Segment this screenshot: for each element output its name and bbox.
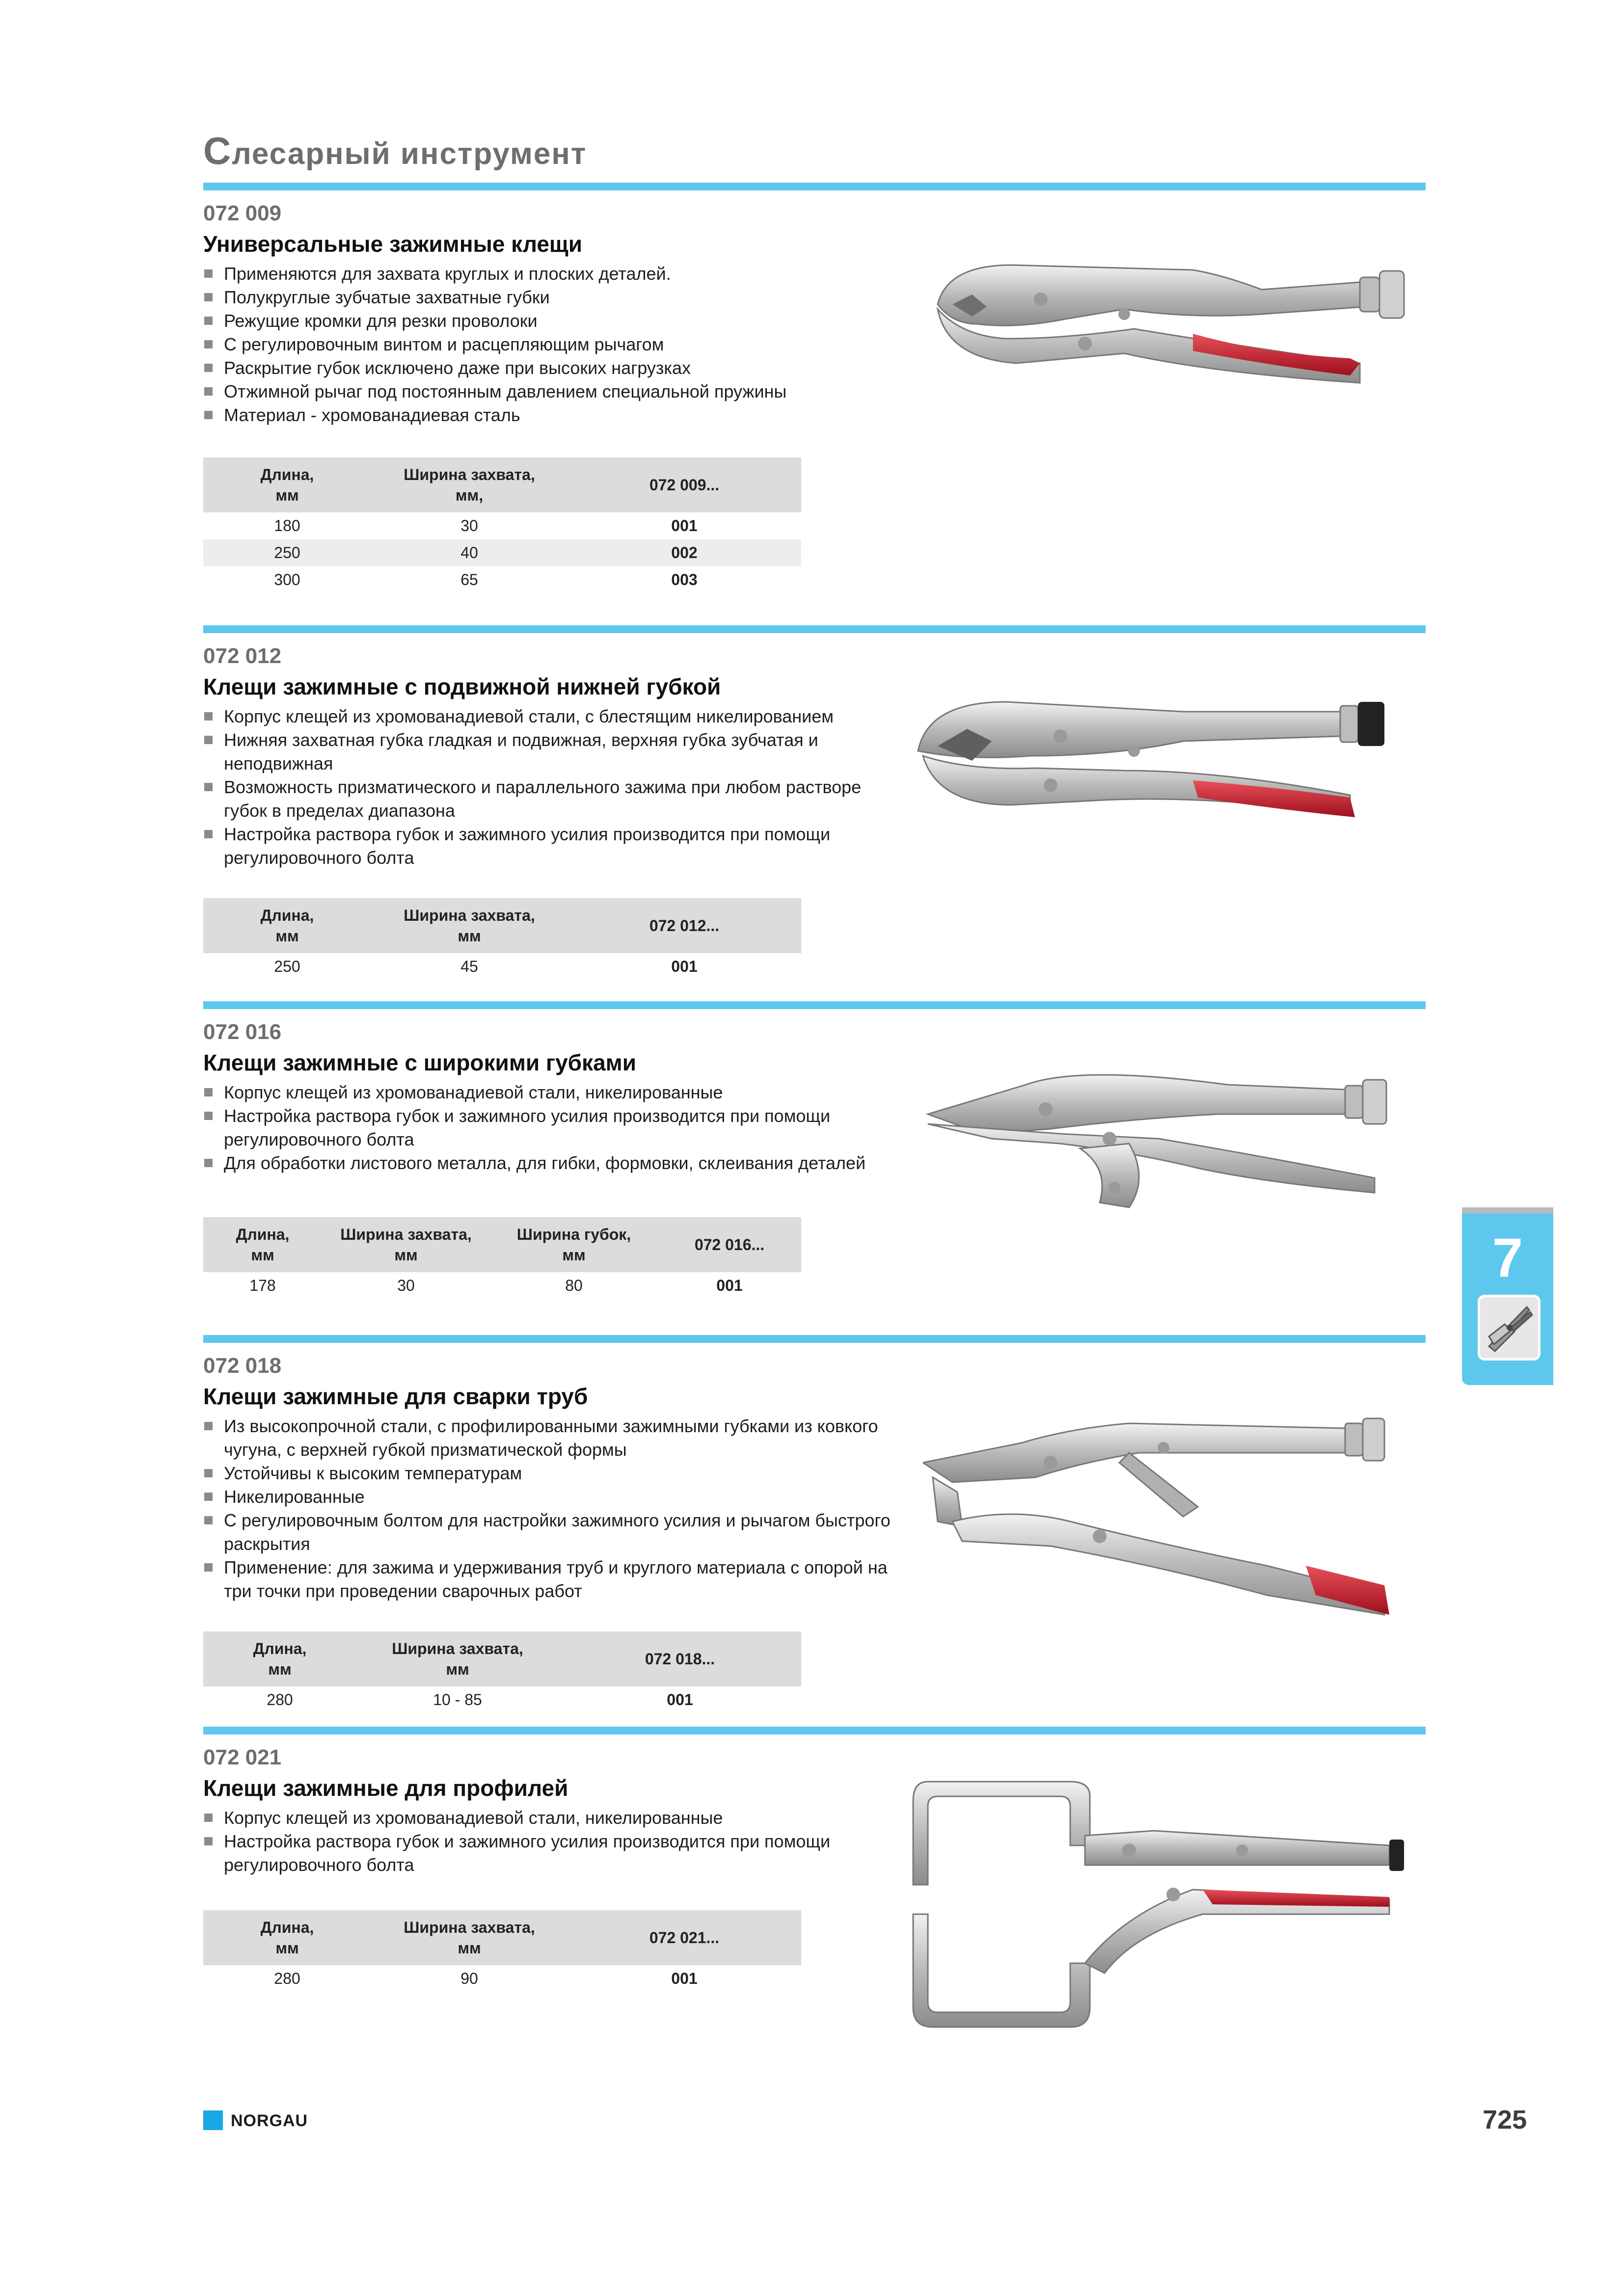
cell-grip-width: 45 (460, 958, 478, 975)
product-code: 072 016 (203, 1020, 282, 1044)
spec-table (203, 457, 801, 593)
cell-grip-width: 30 (460, 517, 478, 534)
product-code: 072 009 (203, 201, 282, 225)
feature-text: Устойчивы к высоким температурам (224, 1463, 522, 1483)
spec-row (203, 566, 801, 593)
product-name: Клещи зажимные с широкими губками (203, 1050, 636, 1075)
bullet-square-icon (204, 317, 213, 325)
spec-table (203, 898, 801, 980)
cell-length: 300 (274, 571, 300, 588)
header-article: 072 016... (658, 1217, 801, 1272)
feature-text: С регулировочным винтом и расцепляющим рычагом (224, 334, 664, 354)
section-divider (203, 183, 1426, 190)
header-article: 072 021... (568, 1910, 801, 1965)
cell-jaw-width: 80 (565, 1277, 583, 1294)
cell-article: 001 (671, 517, 698, 534)
feature-item (203, 1556, 900, 1603)
feature-item (203, 1509, 900, 1556)
cell-article: 001 (671, 1970, 698, 1987)
feature-item (203, 1151, 900, 1175)
feature-text: Возможность призматического и параллельного зажима при любом растворе губок в пределах диапазона (224, 777, 862, 821)
header-grip-width: Ширина захвата, мм, (371, 457, 568, 512)
bullet-square-icon (204, 783, 213, 791)
cell-article: 001 (716, 1277, 743, 1294)
header-grip-width: Ширина захвата, мм (371, 898, 568, 953)
feature-text: Нижняя захватная губка гладкая и подвижная, верхняя губка зубчатая и неподвижная (224, 730, 818, 774)
cell-article: 002 (568, 539, 801, 566)
cell-grip-width: 40 (371, 539, 568, 566)
header-grip-width: Ширина захвата, мм (322, 1217, 490, 1272)
header-length: Длина, мм (203, 898, 371, 953)
spec-header-row (203, 1631, 801, 1686)
feature-item (203, 403, 900, 427)
product-name: Универсальные зажимные клещи (203, 231, 583, 257)
feature-item (203, 356, 900, 380)
header-grip-width: Ширина захвата, мм (356, 1631, 559, 1686)
pipe-welding-locking-pliers-image (923, 1409, 1424, 1634)
spec-header-row (203, 1910, 801, 1965)
section-divider (203, 1727, 1426, 1735)
bullet-square-icon (204, 411, 213, 419)
cell-article: 001 (671, 958, 698, 975)
bullet-square-icon (204, 830, 213, 838)
page-number: 725 (1483, 2105, 1527, 2135)
bullet-square-icon (204, 1814, 213, 1822)
feature-text: Настройка раствора губок и зажимного усилия производится при помощи регулировочного болта (224, 1106, 831, 1149)
product-name: Клещи зажимные для профилей (203, 1775, 568, 1801)
header-article: 072 018... (559, 1631, 801, 1686)
header-jaw-width: Ширина губок, мм (490, 1217, 658, 1272)
spec-table (203, 1631, 801, 1713)
product-code: 072 018 (203, 1354, 282, 1378)
header-article: 072 012... (568, 898, 801, 953)
section-divider (203, 625, 1426, 633)
feature-item (203, 705, 900, 728)
spec-table (203, 1217, 801, 1299)
bullet-square-icon (204, 1422, 213, 1430)
feature-text: Полукруглые зубчатые захватные губки (224, 287, 550, 307)
spec-table (203, 1910, 801, 1992)
header-length: Длина, мм (203, 1217, 322, 1272)
cell-length: 178 (249, 1277, 276, 1294)
movable-jaw-locking-pliers-image (908, 682, 1419, 829)
feature-text: Для обработки листового металла, для гибки, формовки, склеивания деталей (224, 1153, 866, 1173)
feature-text: Из высокопрочной стали, с профилированными зажимными губками из ковкого чугуна, с верхней губкой призматической формы (224, 1416, 878, 1460)
bullet-square-icon (204, 387, 213, 396)
header-length: Длина, мм (203, 1910, 371, 1965)
header-grip-width: Ширина захвата, мм (371, 1910, 568, 1965)
bullet-square-icon (204, 1493, 213, 1501)
spec-header-row (203, 457, 801, 512)
spec-header-row (203, 898, 801, 953)
feature-list (203, 262, 900, 427)
spec-row (203, 953, 801, 980)
cell-grip-width: 65 (460, 571, 478, 588)
section-divider (203, 1335, 1426, 1343)
feature-item (203, 286, 900, 309)
feature-text: С регулировочным болтом для настройки зажимного усилия и рычагом быстрого раскрытия (224, 1510, 891, 1554)
bullet-square-icon (204, 340, 213, 348)
bullet-square-icon (204, 1159, 213, 1167)
feature-text: Применение: для зажима и удерживания труб и круглого материала с опорой на три точки при проведении сварочных работ (224, 1557, 888, 1601)
cell-grip-width: 30 (397, 1277, 415, 1294)
spec-row (203, 1965, 801, 1992)
product-code: 072 021 (203, 1745, 282, 1769)
feature-item (203, 823, 900, 870)
bullet-square-icon (204, 1112, 213, 1120)
feature-item (203, 1806, 900, 1830)
cell-length: 250 (203, 539, 371, 566)
feature-list (203, 1415, 900, 1603)
feature-text: Настройка раствора губок и зажимного усилия производится при помощи регулировочного болта (224, 1831, 831, 1875)
feature-text: Применяются для захвата круглых и плоских деталей. (224, 264, 671, 284)
feature-item (203, 728, 900, 775)
feature-text: Никелированные (224, 1487, 365, 1507)
product-name: Клещи зажимные с подвижной нижней губкой (203, 674, 721, 699)
header-length: Длина, мм (203, 1631, 356, 1686)
feature-item (203, 262, 900, 286)
bullet-square-icon (204, 269, 213, 278)
feature-text: Раскрытие губок исключено даже при высоких нагрузках (224, 358, 691, 378)
feature-item (203, 1462, 900, 1485)
page-title (203, 129, 587, 173)
product-name: Клещи зажимные для сварки труб (203, 1384, 588, 1409)
brand-square-icon (203, 2110, 223, 2130)
feature-text: Отжимной рычаг под постоянным давлением специальной пружины (224, 381, 787, 401)
spec-header-row (203, 1217, 801, 1272)
spec-row (203, 539, 801, 566)
feature-text: Корпус клещей из хромованадиевой стали, никелированные (224, 1808, 723, 1828)
bullet-square-icon (204, 712, 213, 721)
product-code: 072 012 (203, 644, 282, 668)
spec-row (203, 1686, 801, 1713)
cell-length: 250 (274, 958, 300, 975)
cell-length: 280 (267, 1691, 293, 1709)
pliers-icon (1478, 1295, 1541, 1361)
header-length: Длина, мм (203, 457, 371, 512)
bullet-square-icon (204, 1563, 213, 1572)
feature-item (203, 309, 900, 333)
cell-article: 003 (671, 571, 698, 588)
feature-item (203, 1415, 900, 1462)
section-divider (203, 1001, 1426, 1009)
cell-grip-width: 10 - 85 (433, 1691, 482, 1709)
feature-item (203, 333, 900, 356)
bullet-square-icon (204, 736, 213, 744)
cell-length: 280 (274, 1970, 300, 1987)
feature-list (203, 1806, 900, 1877)
cell-article: 001 (667, 1691, 693, 1709)
chapter-tab[interactable] (1462, 1207, 1553, 1385)
bullet-square-icon (204, 1469, 213, 1477)
feature-item (203, 1104, 900, 1151)
feature-item (203, 775, 900, 823)
cell-length: 180 (274, 517, 300, 534)
feature-list (203, 705, 900, 870)
chapter-number: 7 (1492, 1227, 1523, 1288)
bullet-square-icon (204, 1837, 213, 1845)
spec-row (203, 1272, 801, 1299)
page-title-rest: лесарный инструмент (232, 137, 587, 171)
page-title-initial: С (203, 129, 232, 172)
feature-text: Материал - хромованадиевая сталь (224, 405, 520, 425)
bullet-square-icon (204, 293, 213, 301)
feature-item (203, 1485, 900, 1509)
feature-text: Корпус клещей из хромованадиевой стали, никелированные (224, 1082, 723, 1102)
chapter-tab-bar (1462, 1207, 1553, 1213)
spec-row (203, 512, 801, 539)
feature-list (203, 1081, 900, 1175)
feature-text: Корпус клещей из хромованадиевой стали, с блестящим никелированием (224, 706, 834, 726)
bullet-square-icon (204, 364, 213, 372)
feature-item (203, 1830, 900, 1877)
feature-item (203, 380, 900, 403)
bullet-square-icon (204, 1088, 213, 1096)
feature-text: Режущие кромки для резки проволоки (224, 311, 538, 331)
wide-jaw-locking-pliers-image (923, 1055, 1424, 1217)
cell-grip-width: 90 (460, 1970, 478, 1987)
brand-name: NORGAU (231, 2111, 308, 2130)
c-clamp-locking-pliers-image (898, 1767, 1419, 2042)
curved-jaw-locking-pliers-image (918, 245, 1429, 412)
feature-text: Настройка раствора губок и зажимного усилия производится при помощи регулировочного болта (224, 824, 831, 868)
feature-item (203, 1081, 900, 1104)
header-article: 072 009... (568, 457, 801, 512)
bullet-square-icon (204, 1516, 213, 1524)
